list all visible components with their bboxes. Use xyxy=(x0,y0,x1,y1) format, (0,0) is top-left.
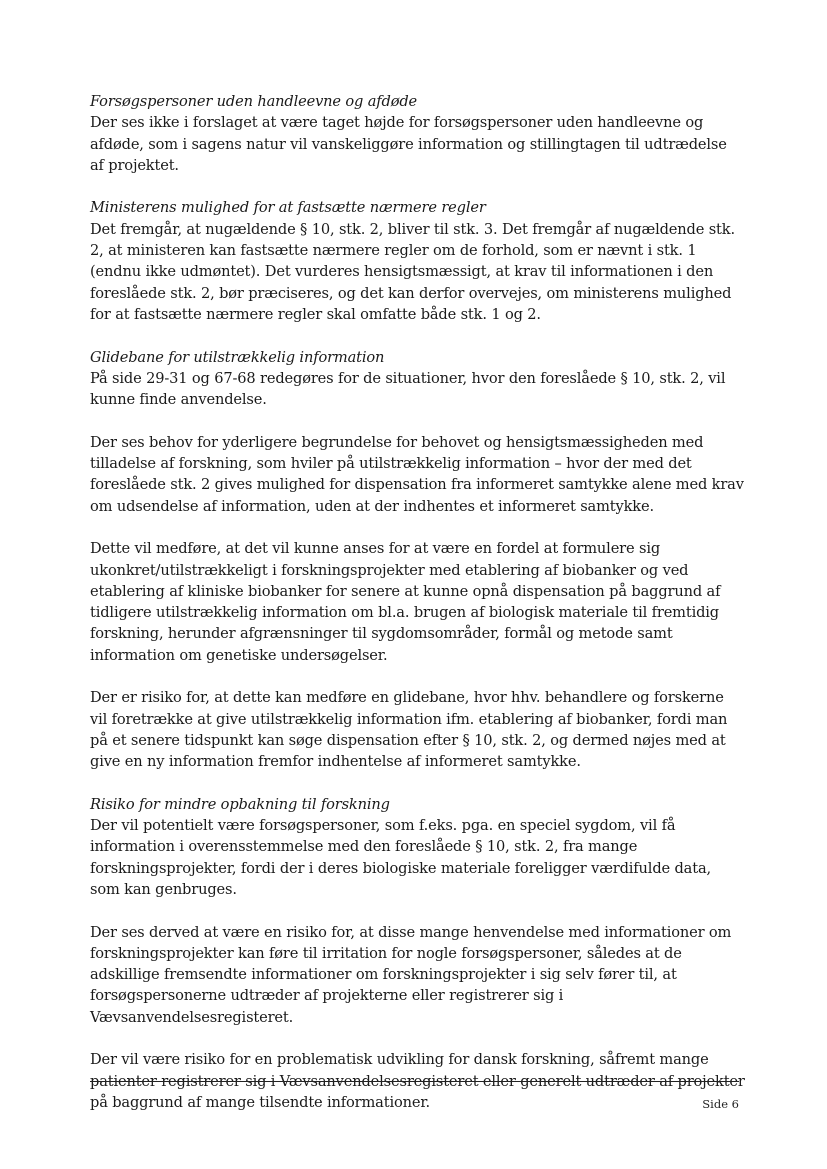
footer-divider xyxy=(90,1081,739,1082)
section-heading: Glidebane for utilstrækkelig information xyxy=(90,348,385,366)
section-heading: Risiko for mindre opbakning til forskning xyxy=(90,795,390,813)
paragraph: Der er risiko for, at dette kan medføre en glidebane, hvor hhv. behandlere og forskerne vil foretrække at give utilstrækkelig information ifm. etablering af biobanker, fordi man på et senere tidspunkt kan søge dispensation efter § 10, stk. 2, og dermed nøjes med at give en ny information fremfor indhentelse af informeret samtykke. xyxy=(90,689,728,771)
section-risiko-opbakning xyxy=(90,794,745,1113)
paragraph: Der ses ikke i forslaget at være taget højde for forsøgspersoner uden handleevne og afdøde, som i sagens natur vil vanskeliggøre information og stillingtagen til udtrædelse af projektet. xyxy=(90,114,727,174)
section-glidebane xyxy=(90,347,745,773)
paragraph: Der vil være risiko for en problematisk udvikling for dansk forskning, såfremt mange patienter registrerer sig i Vævsanvendelsesregisteret eller generelt udtræder af projekter på baggrund af mange tilsendte informationer. xyxy=(90,1051,745,1111)
paragraph: Der vil potentielt være forsøgspersoner, som f.eks. pga. en speciel sygdom, vil få information i overensstemmelse med den foreslåede § 10, stk. 2, fra mange forskningsprojekter, fordi der i deres biologiske materiale foreligger værdifulde data, som kan genbruges. xyxy=(90,817,711,898)
section-ministerens-mulighed xyxy=(90,197,745,325)
section-forsoegspersoner xyxy=(90,91,745,176)
document-body xyxy=(90,91,745,1135)
section-heading: Forsøgspersoner uden handleevne og afdøde xyxy=(90,93,418,110)
section-heading: Ministerens mulighed for at fastsætte nærmere regler xyxy=(90,199,486,217)
paragraph: Der ses derved at være en risiko for, at disse mange henvendelse med informationer om forskningsprojekter kan føre til irritation for nogle forsøgspersoner, således at de adskillige fremsendte informationer om forskningsprojekter i sig selv fører til, at forsøgspersonerne udtræder af projekterne eller registrerer sig i Vævsanvendelsesregisteret. xyxy=(90,923,732,1026)
paragraph: Der ses behov for yderligere begrundelse for behovet og hensigtsmæssigheden med tilladelse af forskning, som hviler på utilstrækkelig information – hvor der med det foreslåede stk. 2 gives mulighed for dispensation fra informeret samtykke alene med krav om udsendelse af information, uden at der indhentes et informeret samtykke. xyxy=(90,433,744,515)
paragraph: Det fremgår, at nugældende § 10, stk. 2, bliver til stk. 3. Det fremgår af nugældende stk. 2, at ministeren kan fastsætte nærmere regler om de forhold, som er nævnt i stk. 1 (endnu ikke udmøntet). Det vurderes hensigtsmæssigt, at krav til informationen i den foreslåede stk. 2, bør præciseres, og det kan derfor overvejes, om ministerens mulighed for at fastsætte nærmere regler skal omfatte både stk. 1 og 2. xyxy=(90,220,735,323)
paragraph: Dette vil medføre, at det vil kunne anses for at være en fordel at formulere sig ukonkret/utilstrækkeligt i forskningsprojekter med etablering af biobanker og ved etablering af kliniske biobanker for senere at kunne opnå dispensation på baggrund af tidligere utilstrækkelig information om bl.a. brugen af biologisk materiale til fremtidig forskning, herunder afgrænsninger til sygdomsområder, formål og metode samt information om genetiske undersøgelser. xyxy=(90,540,721,664)
page-number: Side 6 xyxy=(702,1097,739,1111)
paragraph: På side 29-31 og 67-68 redegøres for de situationer, hvor den foreslåede § 10, stk. 2, vil kunne finde anvendelse. xyxy=(90,369,726,409)
